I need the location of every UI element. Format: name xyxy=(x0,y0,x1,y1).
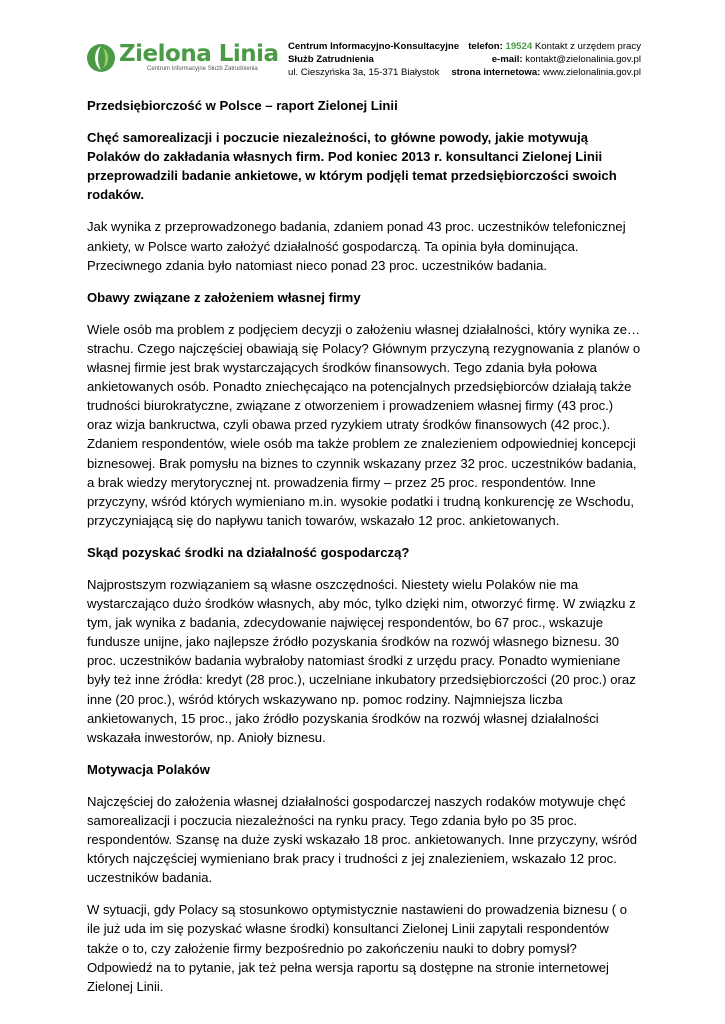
paragraph-funding: Najprostszym rozwiązaniem są własne oszczędności. Niestety wielu Polaków nie ma wystarczająco dużo środków własnych, aby móc, tylko dzięki nim, otworzyć firmę. W związku z tym, jak wynika z badania, zdecydowanie najwięcej respondentów, bo 67 proc., wskazuje fundusze unijne, jako najlepsze źródło pozyskania środków na rozwój własnego biznesu. 30 proc. uczestników badania wybrałoby natomiast środki z urzędu pracy. Ponadto wymieniane były też inne źródła: kredyt (28 proc.), uczelniane inkubatory przedsiębiorczości (20 proc.) oraz inne (20 proc.), wśród których wskazywano np. pomoc rodziny. Najmniejsza liczba ankietowanych, 15 proc., jako źródło pozyskania środków na rozwój własnej działalności wskazała inwestorów, np. Anioły biznesu. xyxy=(87,576,636,745)
section-heading-fears: Obawy związane z założeniem własnej firmy xyxy=(87,289,361,305)
section-heading-motivation: Motywacja Polaków xyxy=(87,761,210,777)
paragraph-fears: Wiele osób ma problem z podjęciem decyzji o założeniu własnej działalności, który wynika ze… strachu. Czego najczęściej obawiają się Polacy? Głównym przyczyną rezygnowania z planów o własnej firmie jest brak wystarczających środków finansowych. Tego zdania była połowa ankietowanych osób. Ponadto zniechęcająco na potencjalnych przedsiębiorców działają także trudności biurokratyczne, związane z otworzeniem i prowadzeniem własnej firmy (43 proc.) oraz wizja bankructwa, czyli obawa przed ryzykiem utraty środków finansowych (42 proc.). Zdaniem respondentów, wiele osób ma także problem ze znalezieniem odpowiedniej koncepcji biznesowej. Brak pomysłu na biznes to czynnik wskazany przez 32 proc. uczestników badania, a brak wiedzy merytorycznej nt. prowadzenia firmy – przez 25 proc. respondentów. Inne przyczyny, wśród których wymieniano m.in. wysokie podatki i trudną konkurencję ze Wschodu, przyczyniającą się do napływu tanich towarów, wskazało 12 proc. ankietowanych. xyxy=(87,321,641,528)
email-label: e-mail: xyxy=(491,54,523,65)
email-line xyxy=(451,53,641,66)
letterhead xyxy=(86,38,641,78)
phone-line xyxy=(451,40,641,53)
phone-number[interactable]: 19524 xyxy=(505,41,533,52)
website-link[interactable]: www.zielonalinia.gov.pl xyxy=(543,67,641,78)
org-street-address: ul. Cieszyńska 3a, 15-371 Białystok xyxy=(288,67,440,78)
paragraph-survey-result: Jak wynika z przeprowadzonego badania, zdaniem ponad 43 proc. uczestników telefonicznej ankiety, w Polsce warto założyć działalność gospodarczą. Ta opinia była dominująca. Przeciwnego zdania było natomiast nieco ponad 23 proc. uczestników badania. xyxy=(87,219,626,273)
website-label: strona internetowa: xyxy=(451,67,541,78)
zielona-linia-logo xyxy=(86,42,279,74)
article-title: Przedsiębiorczość w Polsce – raport Zielonej Linii xyxy=(87,98,398,113)
org-name-line2: Służb Zatrudnienia xyxy=(288,54,374,65)
phone-label: telefon: xyxy=(468,41,503,52)
article-lead: Chęć samorealizacji i poczucie niezależności, to główne powody, jakie motywują Polaków do zakładania własnych firm. Pod koniec 2013 r. konsultanci Zielonej Linii przeprowadzili badanie ankietowe, w którym podjęli temat przedsiębiorczości swoich rodaków. xyxy=(87,130,617,203)
logo-tagline: Centrum Informacyjne Służb Zatrudnienia xyxy=(147,66,258,72)
section-heading-funding: Skąd pozyskać środki na działalność gospodarczą? xyxy=(87,544,410,560)
logo-leaf-icon xyxy=(86,43,116,73)
logo-wordmark: Zielona Linia xyxy=(119,41,279,67)
website-line xyxy=(451,66,641,79)
paragraph-motivation: Najczęściej do założenia własnej działalności gospodarczej naszych rodaków motywuje chęć samorealizacji i poczucia niezależności na rynku pracy. Tego zdania było po 35 proc. respondentów. Szansę na duże zyski wskazało 18 proc. ankietowanych. Inne przyczyny, wśród których najczęściej wymieniano brak pracy i trudności z jej znalezieniem, wskazało 12 proc. uczestników badania. xyxy=(87,793,637,886)
contact-info xyxy=(451,40,641,79)
paragraph-closing: W sytuacji, gdy Polacy są stosunkowo optymistycznie nastawieni do prowadzenia biznesu ( o ile już uda im się pozyskać własne środki) konsultanci Zielonej Linii zapytali respondentów także o to, czy założenie firmy bezpośrednio po zakończeniu nauki to dobry pomysł? Odpowiedź na to pytanie, jak też pełna wersja raportu są dostępne na stronie internetowej Zielonej Linii. xyxy=(87,902,628,994)
org-name-line1: Centrum Informacyjno-Konsultacyjne xyxy=(288,41,460,52)
phone-note: Kontakt z urzędem pracy xyxy=(534,41,641,52)
email-link[interactable]: kontakt@zielonalinia.gov.pl xyxy=(525,54,641,65)
organization-address xyxy=(288,40,459,79)
report-article xyxy=(87,96,642,1009)
